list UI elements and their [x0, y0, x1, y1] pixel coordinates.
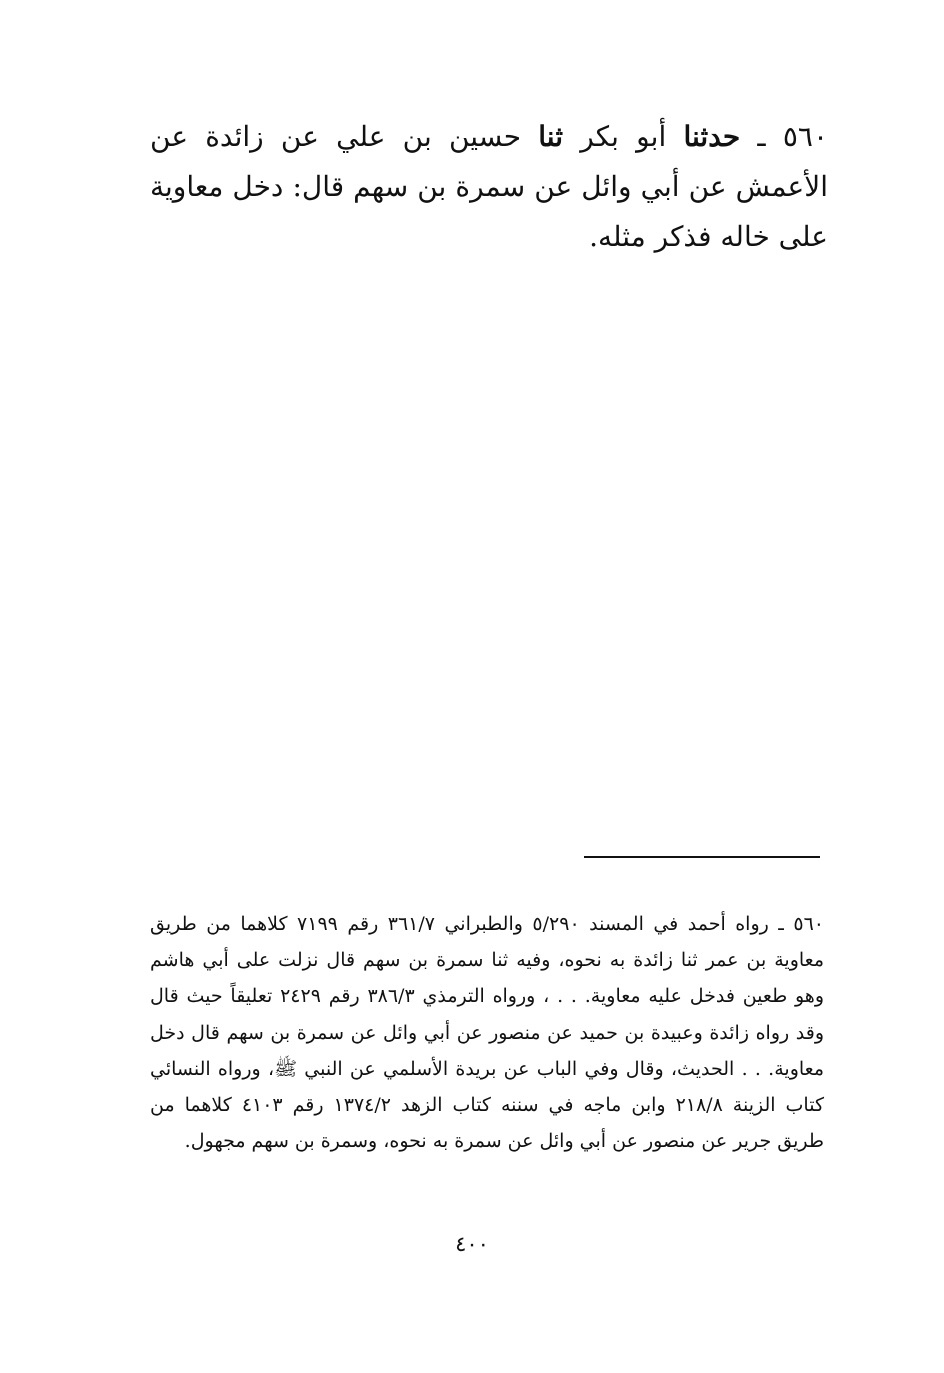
footnote: ٥٦٠ ـ رواه أحمد في المسند ٥/٢٩٠ والطبراني ٣٦١/٧ رقم ٧١٩٩ كلاهما من طريق معاوية بن عمر ثنا زائدة به نحوه، وفيه ثنا سمرة بن سهم قال نزلت على أبي هاشم وهو طعين فدخل عليه معاوية. . . ، ورواه الترمذي ٣٨٦/٣ رقم ٢٤٢٩ تعليقاً حيث قال وقد رواه زائدة وعبيدة بن حميد عن منصور عن أبي وائل عن سمرة بن سهم قال دخل معاوية. . . الحديث، وقال وفي الباب عن بريدة الأسلمي عن النبي ﷺ، ورواه النسائي كتاب الزينة ٢١٨/٨ وابن ماجه في سننه كتاب الزهد ١٣٧٤/٢ رقم ٤١٠٣ كلاهما من طريق جرير عن منصور عن أبي وائل عن سمرة به نحوه، وسمرة بن سهم مجهول. [150, 913, 825, 1153]
page-number: ٤٠٠ [455, 1232, 489, 1256]
hadith-number: ٥٦٠ [782, 120, 828, 153]
hadith-text-part-2: حسين بن علي عن زائدة عن الأعمش عن أبي وائل عن سمرة بن سهم قال: دخل معاوية على خاله فذكر مثله. [150, 120, 828, 253]
narration-keyword-haddathana: حدثنا [683, 120, 741, 153]
narration-keyword-thana: ثنا [538, 120, 564, 153]
hadith-dash: ـ [740, 120, 783, 153]
footnote-separator [584, 856, 820, 858]
hadith-text-part-1: أبو بكر [563, 120, 684, 153]
hadith-text [150, 112, 828, 262]
